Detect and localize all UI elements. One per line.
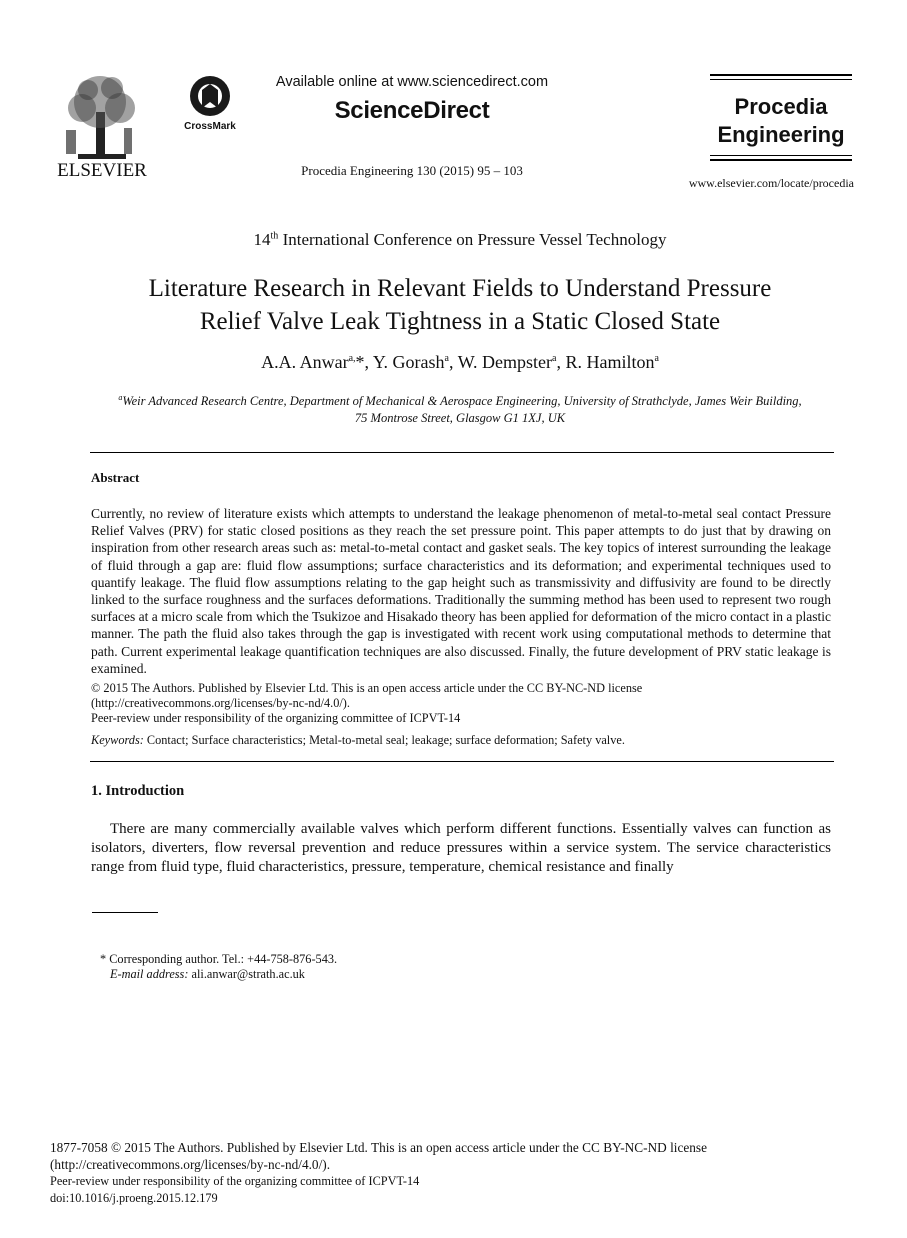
crossmark-logo[interactable] <box>180 74 240 136</box>
email-address[interactable]: ali.anwar@strath.ac.uk <box>188 967 305 981</box>
journal-rule-bottom-thin <box>710 155 852 156</box>
paper-title <box>60 272 860 338</box>
affiliation-marker: a <box>118 393 123 402</box>
conference-ordinal-suffix: th <box>270 230 279 242</box>
affiliation-line1: Weir Advanced Research Centre, Department of Mechanical & Aerospace Engineering, University of Strathclyde, James Weir Building, <box>122 394 802 409</box>
introduction-text: There are many commercially available valves which perform different functions. Essentially valves can function as isolators, diverters, flow reversal prevention and reduce pressures within a service system. The service characteristics range from fluid type, fluid characteristics, pressure, temperature, chemical resistance and finally <box>91 821 831 875</box>
author-name: A.A. Anwar <box>261 352 349 372</box>
affiliation-line2: 75 Montrose Street, Glasgow G1 1XJ, UK <box>354 411 566 426</box>
abstract-license-link[interactable]: (http://creativecommons.org/licenses/by-nc-nd/4.0/). <box>91 696 350 710</box>
introduction-body <box>91 820 831 877</box>
author-separator: , <box>556 352 566 372</box>
bottom-license: 1877-7058 © 2015 The Authors. Published by Elsevier Ltd. This is an open access article under the CC BY-NC-ND license <box>50 1140 707 1155</box>
conference-ordinal: 14 <box>253 230 271 249</box>
author-name: R. Hamilton <box>565 352 655 372</box>
author-affiliation-mark: a <box>552 353 557 364</box>
available-online: Available online at www.sciencedirect.com <box>275 74 549 90</box>
footnote-email <box>110 967 305 982</box>
author-name: Y. Gorash <box>372 352 445 372</box>
author-affiliation-mark: a <box>654 353 659 364</box>
journal-citation: Procedia Engineering 130 (2015) 95 – 103 <box>301 163 523 178</box>
author-separator: , <box>449 352 458 372</box>
keywords <box>91 733 625 748</box>
journal-rule-bottom <box>710 159 852 161</box>
elsevier-wordmark: ELSEVIER <box>57 160 147 180</box>
doi-link[interactable]: doi:10.1016/j.proeng.2015.12.179 <box>50 1191 218 1205</box>
keywords-label: Keywords: <box>91 733 144 747</box>
journal-url-link[interactable]: www.elsevier.com/locate/procedia <box>688 176 854 190</box>
author-affiliation-mark: a <box>444 353 449 364</box>
author-separator: *, <box>355 352 373 372</box>
journal-rule-top <box>710 74 852 76</box>
abstract-heading: Abstract <box>91 470 140 485</box>
abstract-license: © 2015 The Authors. Published by Elsevier Ltd. This is an open access article under the CC BY-NC-ND license <box>91 681 643 695</box>
footnote-corresponding: * Corresponding author. Tel.: +44-758-876-543. <box>100 952 338 966</box>
author-list <box>60 352 860 373</box>
affiliation <box>100 389 820 427</box>
abstract-peer-review: Peer-review under responsibility of the organizing committee of ICPVT-14 <box>91 711 461 725</box>
journal-name <box>710 93 852 149</box>
journal-rule-top-thin <box>710 79 852 80</box>
crossmark-icon <box>180 74 240 136</box>
paper-title-line1: Literature Research in Relevant Fields to Understand Pressure <box>148 275 772 302</box>
elsevier-tree-icon <box>52 72 152 180</box>
paper-title-line2: Relief Valve Leak Tightness in a Static Closed State <box>199 308 721 335</box>
footnote-rule <box>92 912 158 913</box>
sciencedirect-brand[interactable]: ScienceDirect <box>334 97 490 124</box>
bottom-peer-review: Peer-review under responsibility of the organizing committee of ICPVT-14 <box>50 1174 420 1188</box>
author-affiliation-mark: a, <box>348 353 356 364</box>
journal-name-line1: Procedia <box>734 94 828 119</box>
introduction-heading: 1. Introduction <box>91 783 185 799</box>
bottom-license-link[interactable]: (http://creativecommons.org/licenses/by-nc-nd/4.0/). <box>50 1157 331 1172</box>
journal-name-line2: Engineering <box>717 122 845 147</box>
crossmark-label: CrossMark <box>184 121 236 132</box>
email-label: E-mail address: <box>110 967 189 981</box>
conference-name <box>40 230 880 250</box>
elsevier-logo <box>52 72 152 180</box>
abstract-body: Currently, no review of literature exists which attempts to understand the leakage phenomenon of metal-to-metal seal contact Pressure Relief Valves (PRV) for static closed positions as they reach the set pressure point. This paper attempts to do just that by drawing on inspiration from other research areas such as: metal-to-metal contact and gasket seals. The key topics of interest surrounding the leakage of fluid through a gap are: fluid flow assumptions; surface characteristics and its deformation; and experimental techniques used to quantify leakage. The fluid flow assumptions relating to the gap height such as transmissivity and diffusivity are found to be directly linked to the surface roughness and the surfaces deformations. Traditionally the summing method has been used to represent two rough surfaces at a micro scale from which the Tsukizoe and Hisakado theory has been applied for deformation of the micro contact in a plastic manner. The path the fluid also takes through the gap is investigated with recent work using computational methods to determine that path. Current experimental leakage quantification techniques are also discussed. Finally, the future development of PRV static leakage is examined. <box>91 506 831 676</box>
section-divider <box>90 452 834 453</box>
keywords-list: Contact; Surface characteristics; Metal-to-metal seal; leakage; surface deformation; Safety valve. <box>143 733 625 747</box>
author-name: W. Dempster <box>457 352 553 372</box>
conference-title: International Conference on Pressure Vessel Technology <box>278 230 667 249</box>
section-divider <box>90 761 834 762</box>
